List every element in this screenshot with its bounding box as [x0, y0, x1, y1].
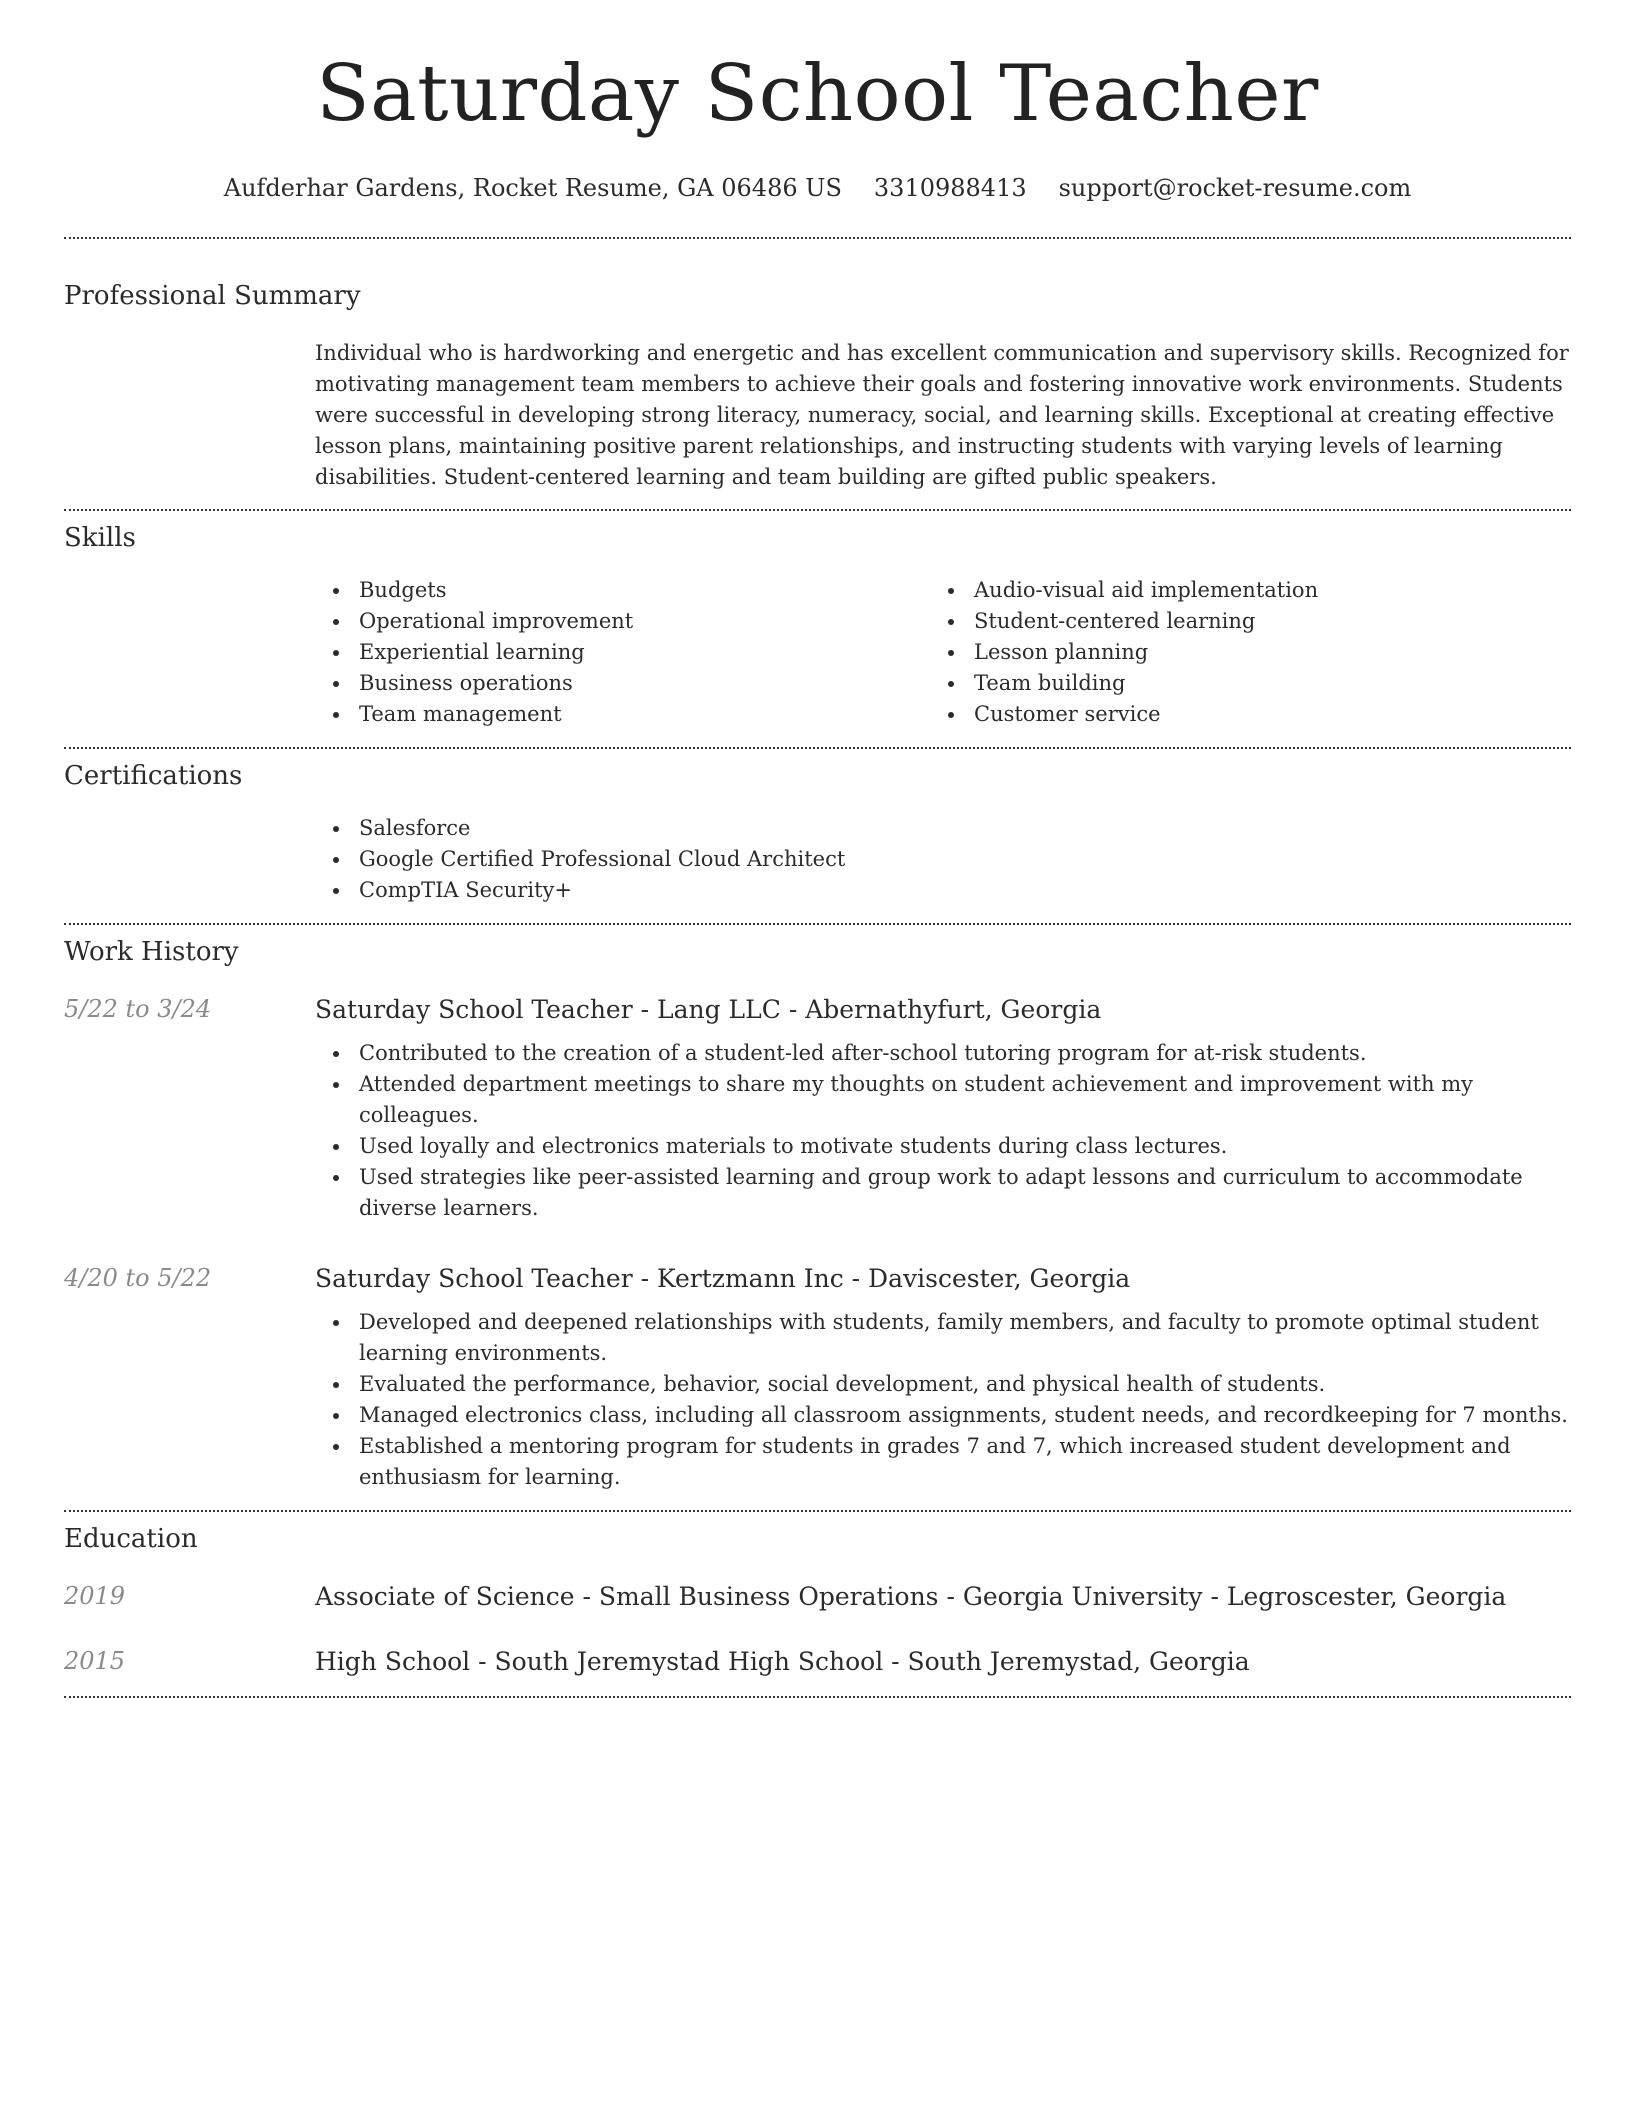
education-text: High School - South Jeremystad High School - South Jeremystad, Georgia: [315, 1646, 1250, 1676]
skill-item: Lesson planning: [930, 637, 1318, 668]
job-bullets: [315, 1307, 1571, 1493]
work-history-heading: Work History: [64, 936, 239, 967]
skill-item: Student-centered learning: [930, 606, 1318, 637]
job-bullet: Used loyally and electronics materials to motivate students during class lectures.: [315, 1131, 1571, 1162]
divider: [64, 747, 1571, 749]
skills-row: [64, 575, 1571, 730]
skills-heading: Skills: [64, 522, 136, 553]
skill-item: Customer service: [930, 699, 1318, 730]
education-heading: Education: [64, 1523, 198, 1554]
divider: [64, 1696, 1571, 1698]
certification-item: Salesforce: [315, 813, 1571, 844]
job-bullet: Established a mentoring program for students in grades 7 and 7, which increased student development and enthusiasm for learning.: [315, 1431, 1571, 1493]
skill-item: Budgets: [315, 575, 930, 606]
summary-row: [64, 338, 1571, 493]
certification-item: CompTIA Security+: [315, 875, 1571, 906]
job-bullet: Attended department meetings to share my thoughts on student achievement and improvement with my colleagues.: [315, 1069, 1571, 1131]
skills-list-1: [315, 575, 930, 730]
education-text: Associate of Science - Small Business Operations - Georgia University - Legroscester, Georgia: [315, 1581, 1507, 1611]
job-dates: 4/20 to 5/22: [64, 1263, 212, 1292]
job-bullet: Managed electronics class, including all classroom assignments, student needs, and recordkeeping for 7 months.: [315, 1400, 1571, 1431]
skill-item: Business operations: [315, 668, 930, 699]
certifications-row: [64, 813, 1571, 906]
contact-address: Aufderhar Gardens, Rocket Resume, GA 06486 US: [223, 173, 842, 202]
contact-line: [64, 174, 1571, 202]
education-entry: [64, 1582, 1571, 1611]
divider: [64, 237, 1571, 239]
divider: [64, 509, 1571, 511]
certifications-heading: Certifications: [64, 760, 243, 791]
divider: [64, 923, 1571, 925]
job-entry: [64, 1264, 1571, 1493]
skill-item: Team management: [315, 699, 930, 730]
certifications-list: [315, 813, 1571, 906]
contact-email: support@rocket-resume.com: [1058, 173, 1412, 202]
job-bullet: Used strategies like peer-assisted learning and group work to adapt lessons and curriculum to accommodate diverse learners.: [315, 1162, 1571, 1224]
skills-list-2: [930, 575, 1318, 730]
job-bullet: Developed and deepened relationships with students, family members, and faculty to promote optimal student learning environments.: [315, 1307, 1571, 1369]
job-bullet: Evaluated the performance, behavior, social development, and physical health of students.: [315, 1369, 1571, 1400]
resume-page: [64, 0, 1571, 1698]
contact-phone: 3310988413: [873, 173, 1027, 202]
job-dates: 5/22 to 3/24: [64, 994, 212, 1023]
skill-item: Experiential learning: [315, 637, 930, 668]
job-heading: Saturday School Teacher - Kertzmann Inc - Daviscester, Georgia: [315, 1263, 1131, 1293]
summary-text: Individual who is hardworking and energetic and has excellent communication and supervisory skills. Recognized for motivating management team members to achieve their goals and fostering innovative work environments. Students were successful in developing strong literacy, numeracy, social, and learning skills. Exceptional at creating effective lesson plans, maintaining positive parent relationships, and instructing students with varying levels of learning disabilities. Student-centered learning and team building are gifted public speakers.: [315, 340, 1569, 489]
divider: [64, 1510, 1571, 1512]
education-year: 2019: [64, 1581, 126, 1610]
job-bullet: Contributed to the creation of a student-led after-school tutoring program for at-risk students.: [315, 1038, 1571, 1069]
education-entry: [64, 1647, 1571, 1676]
job-heading: Saturday School Teacher - Lang LLC - Abernathyfurt, Georgia: [315, 994, 1102, 1024]
job-entry: [64, 995, 1571, 1224]
resume-name: Saturday School Teacher: [316, 49, 1319, 139]
job-bullets: [315, 1038, 1571, 1224]
certification-item: Google Certified Professional Cloud Architect: [315, 844, 1571, 875]
skill-item: Team building: [930, 668, 1318, 699]
skill-item: Audio-visual aid implementation: [930, 575, 1318, 606]
education-year: 2015: [64, 1646, 126, 1675]
summary-heading: Professional Summary: [64, 280, 361, 311]
skill-item: Operational improvement: [315, 606, 930, 637]
